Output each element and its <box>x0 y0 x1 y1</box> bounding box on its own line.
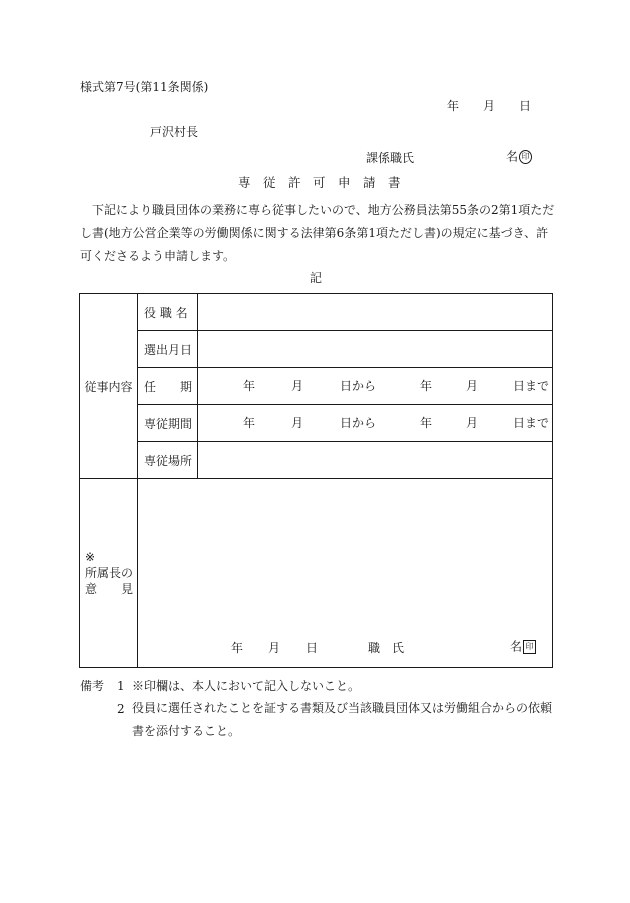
note-2-text: 役員に選任されたことを証する書類及び当該職員団体又は労働組合からの依頼書を添付すること。 <box>132 701 553 738</box>
place-label: 専従場所 <box>138 442 198 479</box>
period-input[interactable]: 年 月 日から 年 月 日まで <box>198 405 553 442</box>
term-input[interactable]: 年 月 日から 年 月 日まで <box>198 368 553 405</box>
note-2-num: 2 <box>117 702 125 716</box>
ki-label: 記 <box>310 271 323 285</box>
opinion-input[interactable]: 年 月 日 職 氏 名 印 <box>138 479 553 668</box>
request-body: 下記により職員団体の業務に専ら従事したいので、地方公務員法第55条の2第1項ただし書(地方公営企業等の労働関係に関する法律第6条第1項ただし書)の規定に基づき、許可くださるよう申請します。 <box>80 203 555 263</box>
page-title: 専 従 許 可 申 請 書 <box>238 175 401 190</box>
applicant-name-field <box>506 150 532 164</box>
group-label: 従事内容 <box>80 294 138 479</box>
elected-date-input[interactable] <box>198 331 553 368</box>
elected-date-label: 選出月日 <box>138 331 198 368</box>
seal-icon: 印 <box>519 150 532 164</box>
notes <box>80 678 560 747</box>
opinion-label-2: 意 見 <box>85 582 134 596</box>
row-elected-date <box>80 331 553 368</box>
row-opinion <box>80 479 553 668</box>
note-1-text: ※印欄は、本人において記入しないこと。 <box>132 679 361 693</box>
notes-heading: 備考 <box>80 679 105 693</box>
official-name-field: 名 印 <box>510 640 536 654</box>
opinion-mark: ※ <box>85 550 96 564</box>
name-label: 名 <box>506 149 519 164</box>
place-input[interactable] <box>198 442 553 479</box>
row-period <box>80 405 553 442</box>
opinion-label-cell <box>80 479 138 668</box>
addressee: 戸沢村長 <box>150 125 199 139</box>
position-input[interactable] <box>198 294 553 331</box>
row-place <box>80 442 553 479</box>
date-line: 年 月 日 <box>447 99 532 113</box>
position-label: 役 職 名 <box>138 294 198 331</box>
official-label: 職 氏 <box>368 641 405 655</box>
row-position <box>80 294 553 331</box>
row-term <box>80 368 553 405</box>
seal-square-icon: 印 <box>523 640 536 654</box>
application-table <box>79 293 553 668</box>
note-1-num: 1 <box>117 679 125 693</box>
period-label: 専従期間 <box>138 405 198 442</box>
applicant-label: 課係職氏 <box>366 151 415 165</box>
term-label: 任 期 <box>138 368 198 405</box>
opinion-label-1: 所属長の <box>85 566 134 580</box>
form-number: 様式第7号(第11条関係) <box>80 80 209 94</box>
